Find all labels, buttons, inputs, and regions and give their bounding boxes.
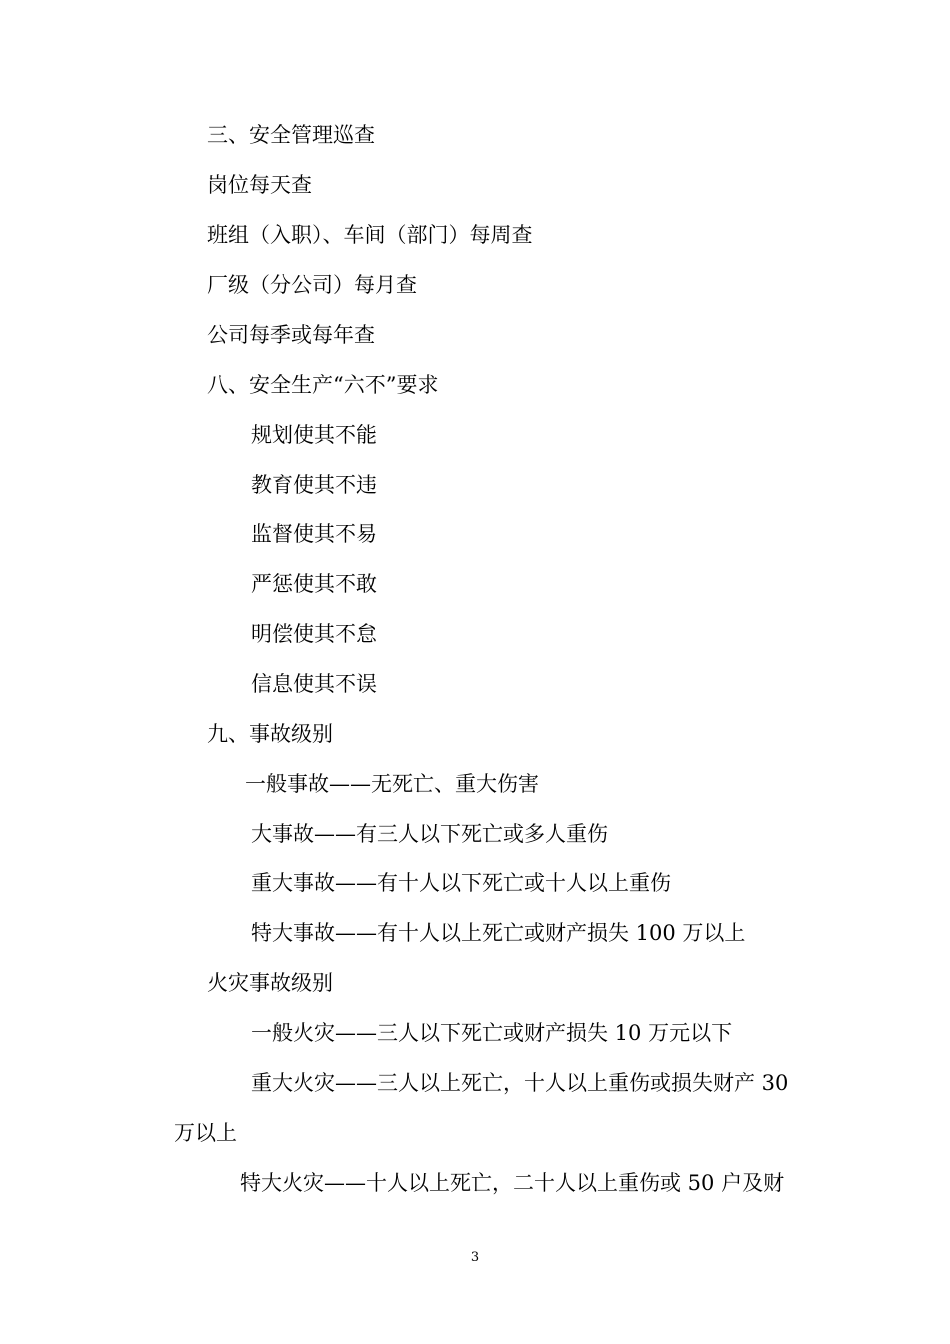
heading-accident-levels: 九、事故级别 <box>207 722 333 746</box>
text-line: 大事故——有三人以下死亡或多人重伤 <box>251 822 608 846</box>
text-line: 教育使其不违 <box>251 473 377 497</box>
page-number: 3 <box>470 1250 480 1265</box>
text-line: 万以上 <box>174 1121 237 1145</box>
text-line: 一般火灾——三人以下死亡或财产损失 10 万元以下 <box>251 1021 733 1045</box>
text-line: 一般事故——无死亡、重大伤害 <box>245 772 539 796</box>
text-line: 班组（入职）、车间（部门）每周查 <box>207 223 533 247</box>
text-line: 特大火灾——十人以上死亡，二十人以上重伤或 50 户及财 <box>240 1171 785 1195</box>
text-line: 信息使其不误 <box>251 672 377 696</box>
text-line: 重大事故——有十人以下死亡或十人以上重伤 <box>251 871 671 895</box>
heading-fire-accident-levels: 火灾事故级别 <box>207 971 333 995</box>
text-line: 规划使其不能 <box>251 423 377 447</box>
text-line: 重大火灾——三人以上死亡，十人以上重伤或损失财产 30 <box>251 1071 789 1095</box>
text-line: 监督使其不易 <box>251 522 377 546</box>
heading-six-no-requirements: 八、安全生产“六不”要求 <box>207 373 439 397</box>
text-line: 特大事故——有十人以上死亡或财产损失 100 万以上 <box>251 921 746 945</box>
text-line: 厂级（分公司）每月查 <box>207 273 417 297</box>
text-line: 岗位每天查 <box>207 173 312 197</box>
text-line: 公司每季或每年查 <box>207 323 375 347</box>
heading-safety-inspection: 三、安全管理巡查 <box>207 123 375 147</box>
text-line: 明偿使其不怠 <box>251 622 377 646</box>
text-line: 严惩使其不敢 <box>251 572 377 596</box>
